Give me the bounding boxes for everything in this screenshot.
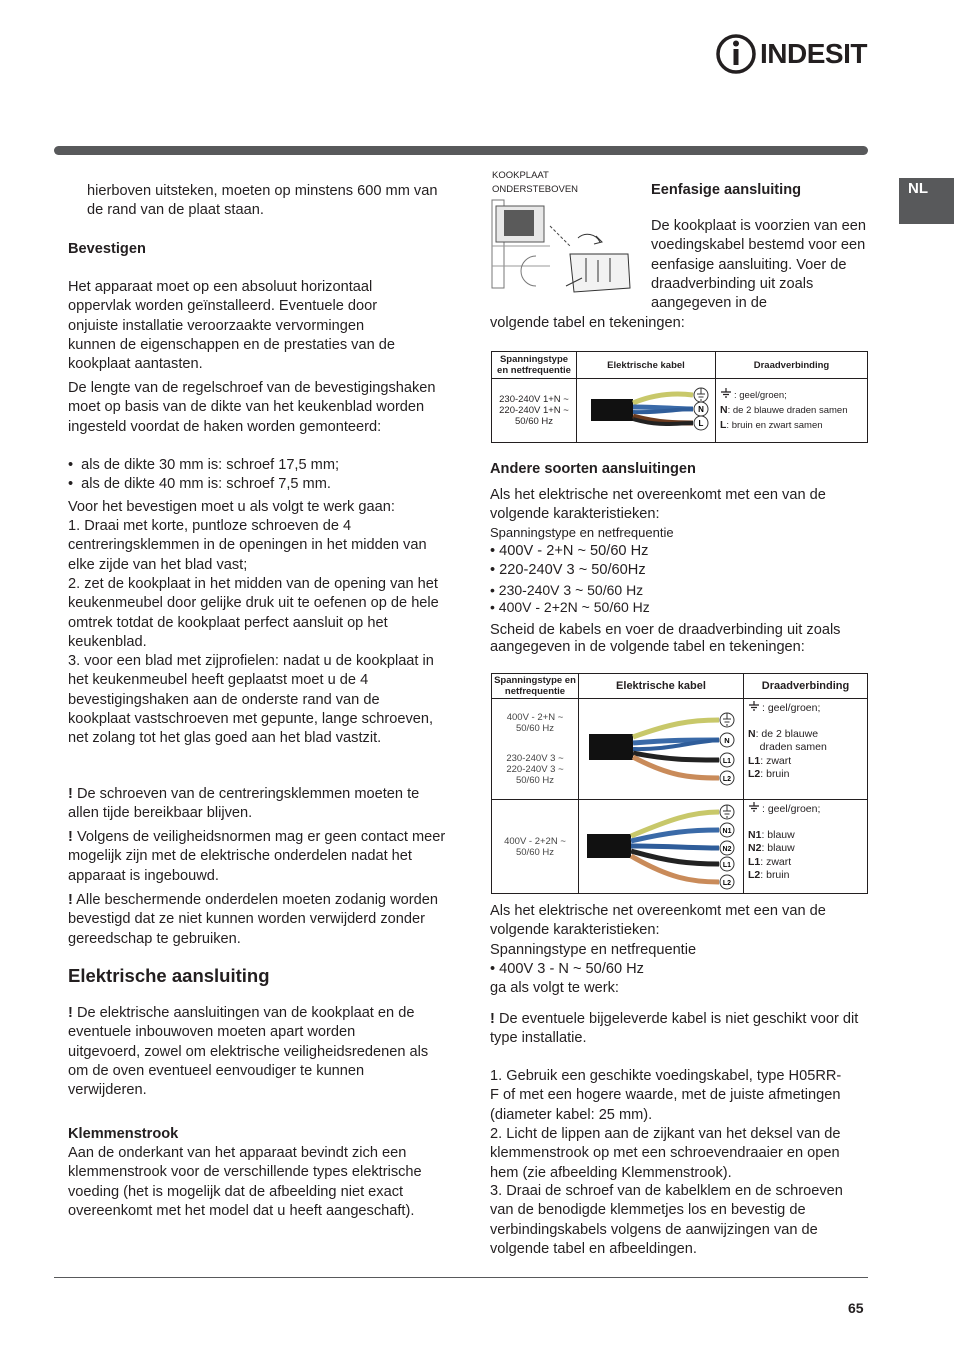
svg-text:L1: L1 bbox=[722, 757, 732, 765]
andere-bullet-3: • 230-240V 3 ~ 50/60 Hz bbox=[490, 582, 644, 598]
multi-phase-cable-icon-2 bbox=[579, 800, 743, 890]
table2-row1-connection bbox=[744, 699, 868, 800]
table1-cable-drawing bbox=[577, 379, 716, 443]
warning-icon: ! bbox=[68, 786, 73, 802]
svg-text:L2: L2 bbox=[722, 775, 732, 783]
als-paragraph: Als het elektrische net overeenkomt met een van de volgende karakteristieken: bbox=[490, 903, 826, 939]
table1-n-label: N bbox=[720, 404, 728, 416]
warning-1-text: De schroeven van de centreringsklemmen moeten te allen tijde bereikbaar blijven. bbox=[68, 786, 420, 822]
table2-row1-n: : de 2 blauwe draden samen bbox=[755, 727, 827, 754]
scheid-paragraph: Scheid de kabels en voer de draadverbinding uit zoals aangegeven in de volgende tabel en tekeningen: bbox=[490, 622, 841, 655]
table2-row1-l1: : zwart bbox=[760, 754, 792, 767]
table2-row2-n2-label: N2 bbox=[748, 842, 762, 855]
andere-bullet-1-text: 400V - 2+N ~ 50/60 Hz bbox=[499, 543, 649, 559]
table2-row2-l2: : bruin bbox=[760, 869, 790, 882]
right-warning-text: De eventuele bijgeleverde kabel is niet geschikt voor dit type installatie. bbox=[490, 1011, 859, 1047]
svg-text:N: N bbox=[698, 405, 704, 414]
thickness-bullet-2: • als de dikte 40 mm is: schroef 7,5 mm. bbox=[68, 475, 331, 494]
table2-row2-voltage: 400V - 2+2N ~ 50/60 Hz bbox=[492, 800, 579, 894]
warning-3-text: Alle beschermende onderdelen moeten zodanig worden bevestigd dat ze niet kunnen worden verwijderd zonder gereedschap te gebruiken. bbox=[68, 892, 438, 947]
svg-text:N1: N1 bbox=[722, 828, 732, 835]
table2-row2-n1: : blauw bbox=[761, 828, 795, 841]
table2-row1-voltage-a: 400V - 2+N ~ 50/60 Hz bbox=[506, 712, 564, 734]
language-tab: NL bbox=[899, 178, 954, 224]
warning-icon: ! bbox=[68, 892, 73, 908]
table1-voltage: 230-240V 1+N ~ 220-240V 1+N ~ 50/60 Hz bbox=[492, 379, 577, 443]
andere-bullet-4: • 400V - 2+2N ~ 50/60 Hz bbox=[490, 599, 650, 615]
warning-icon: ! bbox=[68, 1005, 73, 1021]
right-step-2: 2. Licht de lippen aan de zijkant van het deksel van de klemmenstrook op met een schroevendraaier en open hem (zie afbeelding Klemmenstrook). bbox=[490, 1126, 841, 1181]
table1-n-text: : de 2 blauwe draden samen bbox=[727, 405, 848, 416]
table2-row2-l2-label: L2 bbox=[748, 869, 761, 882]
single-phase-cable-icon bbox=[577, 379, 713, 439]
elektrische-warning bbox=[68, 1004, 430, 1100]
svg-text:N: N bbox=[724, 735, 730, 745]
svg-text:L: L bbox=[698, 419, 704, 428]
table2-row1-l2-label: L2 bbox=[748, 768, 761, 781]
table2-row2-l1-label: L1 bbox=[748, 855, 761, 868]
andere-heading: Andere soorten aansluitingen bbox=[490, 461, 696, 477]
ground-icon bbox=[720, 388, 734, 403]
andere-bullet-2-text: 220-240V 3 ~ 50/60Hz bbox=[499, 562, 646, 578]
warning-icon: ! bbox=[490, 1011, 495, 1027]
table2-row1-n-label: N bbox=[748, 727, 756, 740]
table1-connection bbox=[716, 379, 868, 443]
single-phase-table bbox=[491, 351, 868, 443]
table2-row1-l2: : bruin bbox=[760, 768, 790, 781]
andere-subheading: Spanningstype en netfrequentie bbox=[490, 525, 674, 540]
bevestigen-heading: Bevestigen bbox=[68, 241, 146, 257]
warning-2-text: Volgens de veiligheidsnormen mag er geen contact meer mogelijk zijn met de elektrische onderdelen nadat het apparaat is ingebouwd. bbox=[68, 829, 446, 884]
bevestigen-paragraph-2: De lengte van de regelschroef van de bevestigingshaken moet op basis van de dikte van het keukenblad worden ingesteld voordat de haken worden gemonteerd: bbox=[68, 380, 436, 435]
warning-2 bbox=[68, 828, 448, 886]
warning-icon: ! bbox=[68, 829, 73, 845]
table2-row2-ground: : geel/groen; bbox=[762, 803, 821, 816]
table1-l-label: L bbox=[720, 419, 727, 431]
als-go: ga als volgt te werk: bbox=[490, 980, 619, 996]
figure-label-2: ONDERSTEBOVEN bbox=[492, 184, 579, 195]
header-bar bbox=[54, 146, 868, 155]
right-step-1: 1. Gebruik een geschikte voedingskabel, type H05RR-F of met een hogere waarde, met de juiste afmetingen (diameter kabel: 25 mm). bbox=[490, 1068, 842, 1123]
elektrische-warning-text: De elektrische aansluitingen van de kookplaat en de eventuele inbouwoven moeten apart worden uitgevoerd, zowel om elektrische veiligheidsredenen als om de oven eventueel eenvoudiger te kunnen verwijderen. bbox=[68, 1005, 429, 1099]
page-number: 65 bbox=[848, 1300, 864, 1316]
footer-line bbox=[54, 1277, 868, 1278]
multi-phase-table bbox=[491, 673, 868, 894]
warning-3 bbox=[68, 891, 442, 949]
thickness-bullet-1: • als de dikte 30 mm is: schroef 17,5 mm; bbox=[68, 456, 339, 475]
table2-row2-l1: : zwart bbox=[760, 855, 792, 868]
table2-row2-n2: : blauw bbox=[761, 842, 795, 855]
elektrische-aansluiting-heading: Elektrische aansluiting bbox=[68, 965, 270, 986]
table2-row1-l1-label: L1 bbox=[748, 754, 761, 767]
brand-logo-text: INDESIT bbox=[760, 38, 867, 69]
table1-header-connection: Draadverbinding bbox=[716, 352, 868, 379]
svg-text:N2: N2 bbox=[722, 846, 732, 853]
step-1: 1. Draai met korte, puntloze schroeven de 4 centreringsklemmen in de openingen in het midden van elke zijde van het blad vast; bbox=[68, 518, 427, 573]
table2-row1-ground: : geel/groen; bbox=[762, 702, 821, 715]
figure-label-1: KOOKPLAAT bbox=[492, 170, 549, 181]
andere-bullet-1: • 400V - 2+N ~ 50/60 Hz bbox=[490, 543, 649, 559]
table1-ground-text: : geel/groen; bbox=[734, 390, 787, 401]
eenfasig-heading: Eenfasige aansluiting bbox=[651, 182, 802, 198]
bevestigen-paragraph-1: Het apparaat moet op een absoluut horizontaal oppervlak worden geïnstalleerd. Eventuele door onjuiste installatie veroorzaakte vervormingen kunnen de eigenschappen en de prestaties van de kookplaat aantasten. bbox=[68, 279, 395, 373]
table2-header-cable: Elektrische kabel bbox=[579, 674, 744, 699]
table2-row1-voltage bbox=[492, 699, 579, 800]
table2-header-voltage: Spanningstype en netfrequentie bbox=[492, 674, 579, 699]
table1-header-cable: Elektrische kabel bbox=[577, 352, 716, 379]
table1-header-voltage: Spanningstype en netfrequentie bbox=[492, 352, 577, 379]
brand-logo bbox=[716, 32, 871, 76]
warning-1 bbox=[68, 785, 444, 824]
intro-text: hierboven uitsteken, moeten op minstens 600 mm van de rand van de plaat staan. bbox=[87, 183, 438, 219]
klemmenstrook-heading: Klemmenstrook bbox=[68, 1126, 179, 1142]
cooktop-figure-icon bbox=[490, 196, 640, 306]
als-bullet: • 400V 3 - N ~ 50/60 Hz bbox=[490, 961, 644, 977]
klemmenstrook-paragraph: Aan de onderkant van het apparaat bevindt zich een klemmenstrook voor de verschillende types elektrische voeding (het is mogelijk dat de afbeelding niet exact overeenkomt met het model dat u heeft aangeschaft). bbox=[68, 1145, 422, 1219]
andere-paragraph: Als het elektrische net overeenkomt met een van de volgende karakteristieken: bbox=[490, 487, 826, 523]
ground-icon bbox=[748, 701, 762, 716]
right-warning bbox=[490, 1010, 866, 1049]
als-subheading: Spanningstype en netfrequentie bbox=[490, 942, 697, 958]
table2-row1-voltage-b: 230-240V 3 ~ 220-240V 3 ~ 50/60 Hz bbox=[506, 753, 564, 786]
table2-row2-n1-label: N1 bbox=[748, 828, 762, 841]
eenfasig-paragraph-cont: volgende tabel en tekeningen: bbox=[490, 315, 685, 331]
table1-l-text: : bruin en zwart samen bbox=[726, 420, 823, 431]
andere-bullet-3-text: 230-240V 3 ~ 50/60 Hz bbox=[498, 582, 644, 598]
cooktop-upside-down-figure bbox=[490, 196, 640, 306]
svg-text:L2: L2 bbox=[722, 880, 732, 887]
table2-header-connection: Draadverbinding bbox=[744, 674, 868, 699]
andere-bullet-2: • 220-240V 3 ~ 50/60Hz bbox=[490, 562, 646, 578]
ground-icon bbox=[748, 802, 762, 817]
eenfasig-paragraph: De kookplaat is voorzien van een voedingskabel bestemd voor een eenfasige aansluiting. Voer de draadverbinding uit zoals aangegeven in de bbox=[651, 218, 866, 312]
right-step-3: 3. Draai de schroef van de kabelklem en de schroeven van de benodigde klemmetjes los en bevestig de verbindingskabels volgens de aanwijzingen van de volgende tabel en afbeeldingen. bbox=[490, 1183, 843, 1257]
table2-row2-cable-drawing bbox=[579, 800, 744, 894]
andere-bullet-4-text: 400V - 2+2N ~ 50/60 Hz bbox=[498, 599, 650, 615]
step-3: 3. voor een blad met zijprofielen: nadat u de kookplaat in het keukenmeubel heeft geplaatst moet u de 4 bevestigingshaken aan de onderste rand van de kookplaat vastschroeven met gepunte, lange schroeven, net zolang tot het glas goed aan het blad vastzit. bbox=[68, 653, 434, 747]
multi-phase-cable-icon-1 bbox=[579, 700, 743, 796]
table2-row1-cable-drawing bbox=[579, 699, 744, 800]
svg-text:L1: L1 bbox=[722, 862, 732, 869]
steps-intro: Voor het bevestigen moet u als volgt te werk gaan: bbox=[68, 499, 395, 515]
step-2: 2. zet de kookplaat in het midden van de opening van het keukenmeubel door gelijke druk uit te oefenen op de hele omtrek totdat de kookplaat perfect aansluit op het keukenblad. bbox=[68, 576, 439, 650]
table2-row2-connection bbox=[744, 800, 868, 894]
